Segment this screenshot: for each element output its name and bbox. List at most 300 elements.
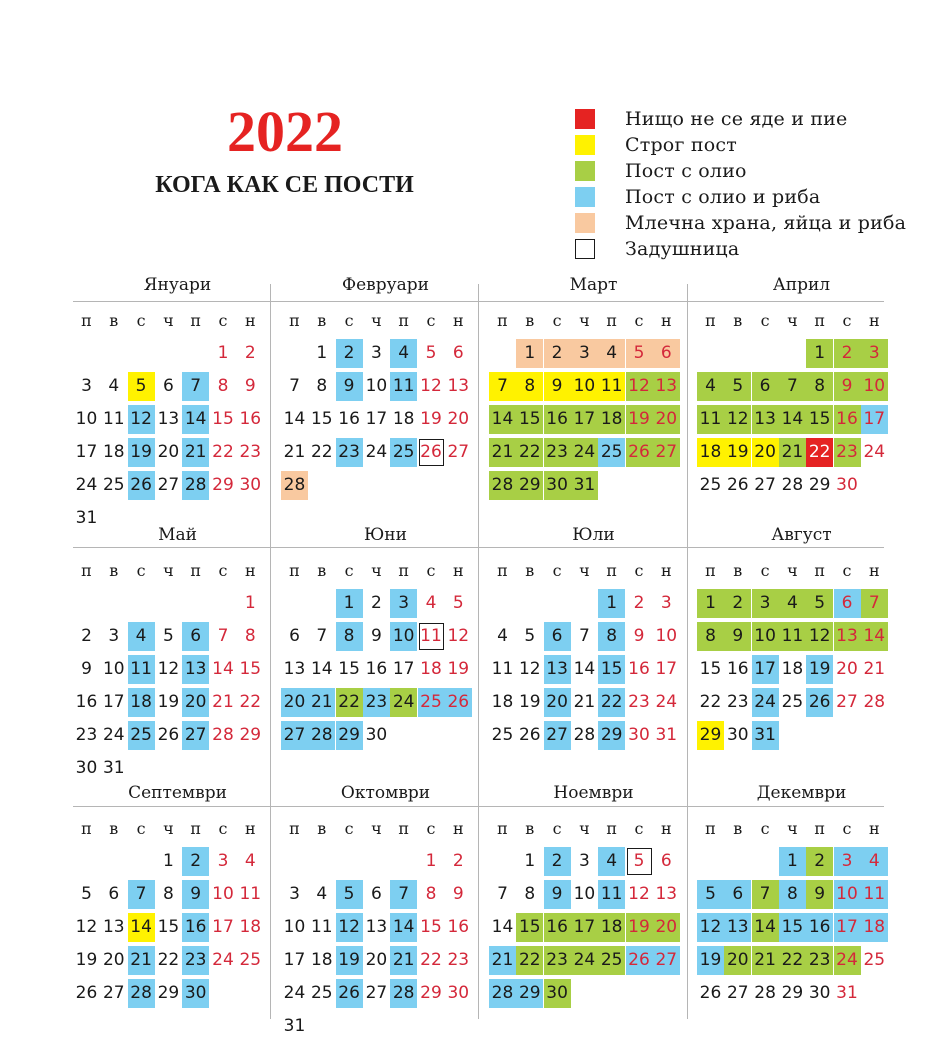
weekday-header: п [606,819,618,838]
month-block [281,522,490,782]
weekday-header: с [218,311,228,330]
day-cell: 14 [573,659,596,679]
day-cell: 4 [598,339,625,368]
legend-item-no-food [575,106,906,132]
day-cell: 14 [489,405,516,434]
day-cell: 19 [806,655,833,684]
day-cell: 25 [491,725,514,745]
legend-label: Задушница [625,238,740,260]
day-cell: 17 [571,913,598,942]
weekday-header: п [81,311,92,330]
day-cell: 8 [806,372,833,401]
day-cell: 31 [571,471,598,500]
day-cell: 31 [102,758,125,778]
weekday-header: ч [163,311,174,330]
day-cell: 2 [182,847,209,876]
day-cell: 23 [726,692,749,712]
day-cell: 26 [157,725,180,745]
year-title: 2022 [227,99,343,164]
weekday-header: п [606,311,618,330]
day-cell: 12 [447,626,470,646]
legend-item-oil [575,158,906,184]
day-cell: 16 [544,405,571,434]
month-title: Април [772,275,831,295]
weekday-header: с [552,561,562,580]
day-cell: 27 [726,983,749,1003]
day-cell: 15 [516,913,543,942]
day-cell: 24 [102,725,125,745]
weekday-header: ч [787,819,798,838]
day-cell: 25 [598,438,625,467]
day-cell: 19 [157,692,180,712]
weekday-header: п [289,561,300,580]
day-cell: 2 [724,589,751,618]
day-cell: 5 [128,372,155,401]
day-cell: 2 [834,339,861,368]
day-cell: 30 [447,983,470,1003]
day-cell: 29 [697,721,724,750]
weekday-header: с [552,311,562,330]
day-cell: 20 [544,688,571,717]
day-cell: 28 [573,725,596,745]
weekday-header: п [81,561,92,580]
day-cell: 17 [752,655,779,684]
day-cell: 30 [365,725,388,745]
day-cell: 2 [452,851,464,871]
weekday-header: п [190,561,202,580]
day-cell: 11 [779,622,806,651]
day-cell: 7 [497,884,508,904]
day-cell: 24 [834,946,861,975]
day-cell: 28 [489,979,516,1008]
day-cell: 8 [598,622,625,651]
day-cell: 3 [660,593,672,613]
weekday-header: н [244,819,256,838]
weekday-header: ч [787,561,798,580]
day-cell: 29 [598,721,625,750]
day-cell: 7 [489,372,516,401]
day-cell: 12 [157,659,180,679]
legend-label: Пост с олио [625,160,747,182]
weekday-header: с [426,311,436,330]
day-cell: 24 [212,950,234,970]
day-cell: 8 [779,880,806,909]
day-cell: 2 [336,339,363,368]
month-block [697,272,906,532]
day-cell: 12 [128,405,155,434]
weekday-header: ч [163,819,174,838]
legend-swatch [575,213,595,233]
weekday-header: с [760,311,770,330]
day-cell: 20 [157,442,180,462]
weekday-header: н [868,311,880,330]
day-cell: 18 [420,659,442,679]
day-cell: 3 [571,339,598,368]
weekday-header: в [109,311,119,330]
day-cell: 20 [365,950,388,970]
day-cell: 30 [808,983,831,1003]
day-cell: 18 [598,913,625,942]
day-cell: 25 [239,950,262,970]
day-cell: 2 [544,339,571,368]
day-cell: 19 [626,405,653,434]
day-cell: 14 [128,913,155,942]
day-cell: 16 [75,692,98,712]
weekday-header: в [733,561,743,580]
day-cell: 15 [779,913,806,942]
weekday-header: в [525,311,535,330]
day-cell: 4 [390,339,417,368]
day-cell: 2 [244,343,256,363]
day-cell: 16 [834,405,861,434]
weekday-header: н [660,311,672,330]
day-cell: 29 [336,721,363,750]
day-cell: 4 [425,593,437,613]
day-cell: 5 [425,343,437,363]
weekday-header: п [398,311,410,330]
day-cell: 25 [102,475,125,495]
day-cell: 31 [752,721,779,750]
day-cell: 19 [336,946,363,975]
day-cell: 22 [699,692,722,712]
weekday-header: в [109,819,119,838]
day-cell: 24 [390,688,417,717]
day-cell: 16 [806,913,833,942]
day-cell: 13 [157,409,180,429]
day-cell: 30 [628,725,650,745]
day-cell: 29 [516,979,543,1008]
month-title: Февруари [342,275,429,295]
day-cell: 11 [102,409,125,429]
month-title: Ноември [553,783,634,803]
weekday-header: с [634,819,644,838]
weekday-header: н [244,311,256,330]
day-cell: 19 [128,438,155,467]
weekday-header: с [136,561,146,580]
weekday-header: н [452,311,464,330]
day-cell: 15 [338,659,360,679]
month-title: Януари [143,275,212,295]
day-cell: 22 [806,438,833,467]
day-cell: 27 [281,721,308,750]
day-cell: 29 [781,983,804,1003]
day-cell: 20 [653,405,680,434]
weekday-header: в [317,819,327,838]
day-cell: 23 [75,725,98,745]
day-cell: 21 [128,946,155,975]
weekday-header: с [218,561,228,580]
day-cell: 21 [390,946,417,975]
day-cell: 13 [752,405,779,434]
weekday-header: н [244,561,256,580]
day-cell: 7 [578,626,590,646]
day-cell: 17 [861,405,888,434]
day-cell: 7 [390,880,417,909]
day-cell: 12 [336,913,363,942]
day-cell: 20 [724,946,751,975]
day-cell: 3 [752,589,779,618]
day-cell: 30 [239,475,262,495]
day-cell: 13 [365,917,388,937]
day-cell: 19 [626,913,653,942]
day-cell: 26 [626,438,653,467]
day-cell: 24 [283,983,306,1003]
day-cell: 6 [660,851,672,871]
weekday-header: ч [163,561,174,580]
month-block [697,780,906,1040]
day-cell: 29 [212,475,234,495]
day-cell: 20 [102,950,125,970]
day-cell: 1 [336,589,363,618]
month-title: Септември [128,783,227,803]
day-cell: 8 [516,372,543,401]
day-cell: 28 [754,983,776,1003]
day-cell: 14 [752,913,779,942]
day-cell: 25 [418,688,445,717]
day-cell: 9 [370,626,382,646]
weekday-header: п [190,311,202,330]
day-cell: 26 [75,983,98,1003]
day-cell: 6 [544,622,571,651]
day-cell: 3 [390,589,417,618]
day-cell: 3 [834,847,861,876]
day-cell: 27 [653,438,680,467]
day-cell: 16 [239,409,262,429]
day-cell: 21 [752,946,779,975]
day-cell: 29 [808,475,831,495]
day-cell: 18 [102,442,125,462]
day-cell: 23 [544,438,571,467]
day-cell: 14 [182,405,209,434]
day-cell: 9 [452,884,464,904]
legend-label: Пост с олио и риба [625,186,821,208]
day-cell: 30 [544,979,571,1008]
day-cell: 24 [571,438,598,467]
day-cell: 9 [336,372,363,401]
day-cell: 9 [182,880,209,909]
day-cell: 3 [217,851,229,871]
day-cell: 11 [310,917,333,937]
day-cell: 11 [419,623,444,650]
day-cell: 10 [752,622,779,651]
day-cell: 6 [752,372,779,401]
day-cell: 13 [655,884,678,904]
day-cell: 14 [861,622,888,651]
legend-swatch [575,239,595,259]
day-cell: 11 [491,659,514,679]
day-cell: 28 [182,471,209,500]
day-cell: 13 [544,655,571,684]
day-cell: 12 [518,659,541,679]
day-cell: 2 [370,593,382,613]
day-cell: 8 [425,884,437,904]
weekday-header: с [842,561,852,580]
day-cell: 9 [244,376,256,396]
day-cell: 25 [781,692,804,712]
day-cell: 16 [544,913,571,942]
day-cell: 23 [628,692,650,712]
weekday-header: с [218,819,228,838]
day-cell: 15 [806,405,833,434]
weekday-header: п [497,311,508,330]
day-cell: 23 [447,950,470,970]
weekday-header: ч [371,561,382,580]
day-cell: 28 [281,471,308,500]
day-cell: 8 [244,626,256,646]
day-cell: 7 [289,376,300,396]
day-cell: 10 [571,372,598,401]
day-cell: 1 [217,343,229,363]
day-cell: 10 [655,626,678,646]
month-title: Юни [364,525,407,545]
day-cell: 23 [834,438,861,467]
day-cell: 17 [571,405,598,434]
day-cell: 30 [544,471,571,500]
weekday-header: ч [787,311,798,330]
day-cell: 10 [212,884,234,904]
day-cell: 26 [726,475,749,495]
day-cell: 6 [370,884,382,904]
day-cell: 12 [724,405,751,434]
day-cell: 3 [289,884,300,904]
weekday-header: с [344,311,354,330]
weekday-header: п [814,819,826,838]
weekday-header: ч [371,819,382,838]
day-cell: 6 [834,589,861,618]
day-cell: 15 [157,917,180,937]
day-cell: 25 [863,950,886,970]
month-block [489,780,698,1040]
weekday-header: в [317,311,327,330]
day-cell: 18 [598,405,625,434]
day-cell: 17 [212,917,234,937]
day-cell: 22 [516,946,543,975]
day-cell: 11 [598,372,625,401]
month-block [489,272,698,532]
day-cell: 3 [861,339,888,368]
day-cell: 30 [726,725,749,745]
month-block [73,780,282,1040]
day-cell: 13 [102,917,125,937]
day-cell: 31 [283,1016,306,1036]
day-cell: 27 [365,983,388,1003]
day-cell: 5 [697,880,724,909]
month-title: Май [158,525,197,545]
day-cell: 25 [310,983,333,1003]
weekday-header: п [814,311,826,330]
day-cell: 4 [697,372,724,401]
day-cell: 6 [182,622,209,651]
weekday-header: с [426,561,436,580]
day-cell: 7 [316,626,328,646]
legend-item-strict [575,132,906,158]
day-cell: 28 [308,721,335,750]
day-cell: 8 [336,622,363,651]
day-cell: 4 [316,884,328,904]
day-cell: 27 [182,721,209,750]
month-block [281,272,490,532]
day-cell: 21 [212,692,234,712]
day-cell: 3 [370,343,382,363]
month-title: Октомври [340,783,431,803]
weekday-header: п [497,561,508,580]
day-cell: 17 [834,913,861,942]
day-cell: 24 [75,475,98,495]
day-cell: 25 [128,721,155,750]
day-cell: 3 [81,376,92,396]
day-cell: 5 [806,589,833,618]
day-cell: 15 [598,655,625,684]
day-cell: 5 [627,848,652,875]
day-cell: 11 [239,884,262,904]
day-cell: 22 [157,950,180,970]
day-cell: 27 [836,692,858,712]
day-cell: 13 [182,655,209,684]
month-title: Декември [756,783,847,803]
day-cell: 6 [108,884,120,904]
day-cell: 4 [128,622,155,651]
day-cell: 18 [697,438,724,467]
day-cell: 12 [628,884,650,904]
legend-swatch [575,109,595,129]
weekday-header: с [136,819,146,838]
weekday-header: н [660,561,672,580]
day-cell: 13 [283,659,306,679]
day-cell: 5 [626,339,653,368]
day-cell: 20 [752,438,779,467]
weekday-header: п [398,819,410,838]
day-cell: 26 [445,688,472,717]
month-title: Март [569,275,618,295]
day-cell: 9 [834,372,861,401]
weekday-header: в [733,819,743,838]
day-cell: 22 [779,946,806,975]
day-cell: 16 [628,659,650,679]
day-cell: 29 [157,983,180,1003]
weekday-header: в [525,819,535,838]
day-cell: 7 [861,589,888,618]
day-cell: 8 [316,376,328,396]
weekday-header: п [289,819,300,838]
day-cell: 26 [806,688,833,717]
day-cell: 1 [806,339,833,368]
day-cell: 15 [420,917,442,937]
day-cell: 16 [726,659,749,679]
day-cell: 19 [724,438,751,467]
day-cell: 19 [447,659,470,679]
day-cell: 8 [524,884,536,904]
day-cell: 30 [75,758,98,778]
month-block [73,522,282,782]
day-cell: 23 [806,946,833,975]
day-cell: 9 [633,626,645,646]
day-cell: 24 [365,442,388,462]
day-cell: 15 [516,405,543,434]
day-cell: 10 [365,376,388,396]
day-cell: 9 [544,372,571,401]
legend-swatch [575,161,595,181]
weekday-header: п [606,561,618,580]
day-cell: 1 [524,851,536,871]
day-cell: 4 [108,376,120,396]
day-cell: 5 [162,626,174,646]
weekday-header: в [733,311,743,330]
day-cell: 7 [779,372,806,401]
day-cell: 5 [81,884,92,904]
day-cell: 25 [390,438,417,467]
day-cell: 30 [182,979,209,1008]
day-cell: 22 [239,692,262,712]
